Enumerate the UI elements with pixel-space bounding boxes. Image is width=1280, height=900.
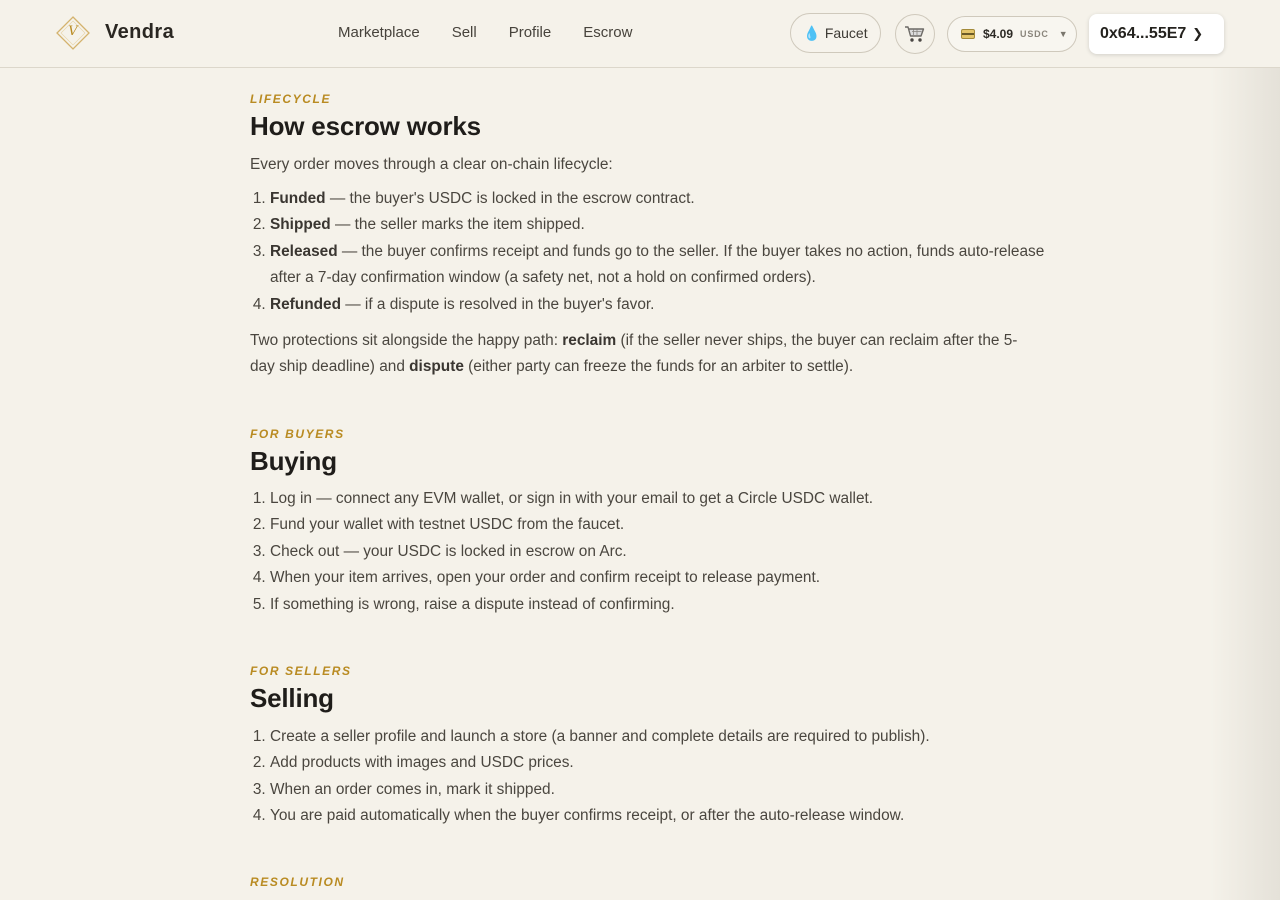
cart-button[interactable] — [895, 14, 935, 54]
edge-shadow — [1210, 0, 1280, 900]
balance-currency: USDC — [1020, 29, 1049, 39]
nav-profile[interactable]: Profile — [508, 24, 552, 41]
note-text: Two protections sit alongside the happy path: — [250, 332, 563, 349]
list-item: 2. Add products with images and USDC prices. — [270, 750, 1060, 776]
list-item: 1. Create a seller profile and launch a store (a banner and complete details are required to publish). — [270, 724, 1060, 750]
caret-down-icon: ▼ — [1058, 29, 1068, 39]
list-item — [270, 186, 1060, 212]
step-term: Released — [270, 242, 338, 260]
list-item: 1. Log in — connect any EVM wallet, or sign in with your email to get a Circle USDC wallet. — [270, 486, 1060, 512]
list-item: 3. Check out — your USDC is locked in escrow on Arc. — [270, 539, 1060, 565]
step-text: — the buyer's USDC is locked in the escrow contract. — [325, 190, 695, 207]
top-navbar — [0, 0, 1280, 68]
buying-steps-list — [250, 486, 1060, 618]
section-eyebrow-buyers: FOR BUYERS — [250, 427, 345, 441]
list-item: 2. Fund your wallet with testnet USDC from the faucet. — [270, 512, 1060, 538]
note-term-dispute: dispute — [409, 358, 464, 375]
section-eyebrow-lifecycle: LIFECYCLE — [250, 92, 332, 106]
note-term-reclaim: reclaim — [562, 332, 617, 349]
list-item: 5. If something is wrong, raise a dispute instead of confirming. — [270, 592, 1060, 618]
nav-sell[interactable]: Sell — [451, 24, 477, 41]
section-eyebrow-sellers: FOR SELLERS — [250, 664, 352, 678]
list-item: 3. When an order comes in, mark it shipped. — [270, 777, 1060, 803]
list-item — [270, 212, 1060, 238]
note-text: (if the seller never ships, the buyer can reclaim after the 5-day ship deadline) and — [250, 332, 1018, 375]
selling-steps-list — [250, 724, 1060, 830]
faucet-label: Faucet — [824, 25, 868, 41]
step-term: Shipped — [270, 216, 331, 234]
section-title-buying: Buying — [250, 446, 337, 476]
escrow-lifecycle-list — [250, 186, 1060, 318]
balance-amount: $4.09 — [983, 27, 1014, 41]
wallet-address-button[interactable] — [1089, 14, 1224, 54]
section-title-escrow: How escrow works — [250, 111, 481, 141]
step-text: — if a dispute is resolved in the buyer's favor. — [340, 295, 655, 313]
step-text: — the seller marks the item shipped. — [330, 216, 585, 234]
list-item — [270, 239, 1060, 292]
section-eyebrow-resolution: RESOLUTION — [250, 875, 345, 889]
list-item: 4. You are paid automatically when the buyer confirms receipt, or after the auto-release window. — [270, 803, 1060, 829]
escrow-protections-note — [250, 328, 1040, 380]
vendra-logo-icon[interactable] — [56, 16, 90, 50]
note-text: (either party can freeze the funds for an arbiter to settle). — [463, 358, 854, 375]
faucet-button[interactable] — [790, 13, 881, 53]
nav-escrow[interactable]: Escrow — [583, 24, 633, 41]
main-nav — [338, 24, 664, 42]
step-term: Funded — [270, 190, 326, 207]
chevron-down-icon: ❯ — [1192, 26, 1204, 41]
wallet-address: 0x64...55E7 — [1100, 25, 1187, 42]
droplet-icon: 💧 — [803, 24, 821, 41]
escrow-intro: Every order moves through a clear on-chain lifecycle: — [250, 156, 613, 173]
usdc-balance-dropdown[interactable] — [947, 16, 1077, 52]
step-term: Refunded — [270, 295, 341, 313]
logo-letter: V — [68, 24, 78, 39]
list-item: 4. When your item arrives, open your order and confirm receipt to release payment. — [270, 565, 1060, 591]
brand-name[interactable]: Vendra — [105, 21, 175, 43]
credit-card-icon — [961, 29, 975, 39]
step-text: — the buyer confirms receipt and funds go to the seller. If the buyer takes no action, funds auto-release after a 7-day confirmation window (a safety net, not a hold on confirmed orders). — [270, 242, 1045, 287]
section-title-selling: Selling — [250, 683, 334, 713]
nav-marketplace[interactable]: Marketplace — [338, 24, 420, 41]
cart-icon — [904, 25, 926, 43]
list-item — [270, 292, 1060, 318]
